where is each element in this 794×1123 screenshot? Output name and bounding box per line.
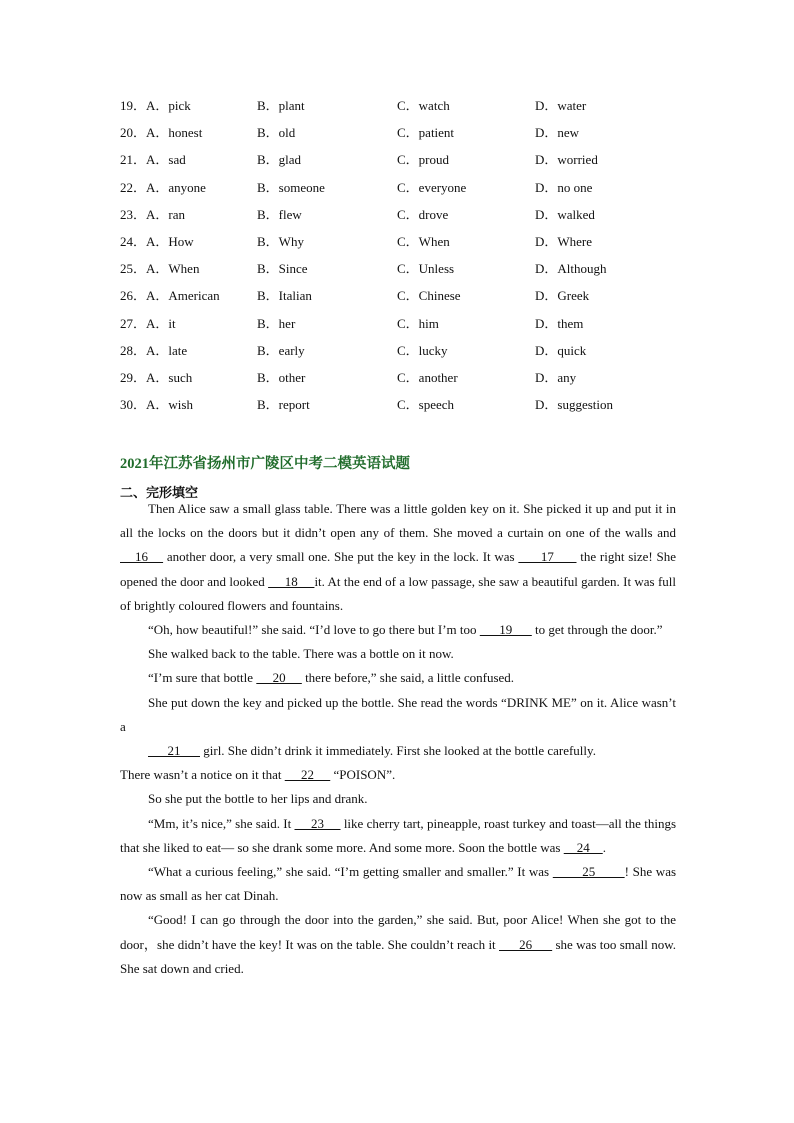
option-row (120, 337, 680, 364)
question-number: 19． (120, 98, 147, 113)
option-a: A．pick (146, 98, 191, 113)
question-number: 27． (120, 315, 147, 331)
paragraph: So she put the bottle to her lips and drank. (148, 791, 368, 807)
option-c: C．When (397, 233, 450, 249)
option-c: C．Chinese (397, 288, 461, 304)
option-d: D．Although (535, 261, 607, 277)
question-option-a (120, 282, 220, 309)
option-row (120, 310, 680, 337)
blank-19: 19 (479, 622, 532, 638)
paragraph: “Mm, it’s nice,” she said. It 23 like cherry tart, pineapple, roast turkey and toast—all the things that she liked to eat— so she drank some more. And some more. Soon the bottle was 24 . (120, 815, 677, 855)
option-d: D．no one (535, 179, 593, 195)
option-row (120, 146, 680, 173)
option-b: B．Why (257, 233, 304, 249)
option-a: A．sad (146, 152, 186, 168)
option-a: A．honest (146, 125, 203, 141)
blank-18: 18 (268, 573, 315, 589)
option-c: C．patient (397, 125, 455, 141)
question-option-a (120, 92, 191, 119)
option-d: D．water (535, 98, 587, 113)
paragraph: She put down the key and picked up the bottle. She read the words “DRINK ME” on it. Alice wasn’t a (120, 694, 676, 734)
option-b: B．other (257, 369, 306, 385)
option-b: B．plant (257, 98, 305, 113)
paragraph: There wasn’t a notice on it that 22 “POISON”. (120, 767, 396, 783)
option-c: C．proud (397, 152, 450, 168)
option-a: A．such (146, 369, 193, 385)
question-number: 29． (120, 369, 147, 385)
options-table (120, 92, 680, 418)
option-row (120, 119, 680, 146)
option-c: C．everyone (397, 179, 467, 195)
paragraph: 21 girl. She didn’t drink it immediately. First she looked at the bottle carefully. (148, 743, 596, 759)
paragraph: “Oh, how beautiful!” she said. “I’d love to go there but I’m too 19 to get through the door.” (148, 622, 663, 638)
question-option-a (120, 337, 187, 364)
question-option-a (120, 364, 192, 391)
option-a: A．it (146, 315, 176, 331)
question-option-a (120, 310, 176, 337)
option-c: C．him (397, 315, 439, 331)
option-d: D．Where (535, 233, 593, 249)
option-a: A．late (146, 342, 188, 358)
option-d: D．new (535, 125, 580, 141)
blank-26: 26 (499, 936, 553, 952)
question-number: 23． (120, 206, 147, 222)
option-row (120, 282, 680, 309)
question-option-a (120, 174, 206, 201)
question-number: 28． (120, 342, 147, 358)
option-row (120, 174, 680, 201)
option-d: D．worried (535, 152, 598, 168)
option-a: A．How (146, 233, 194, 249)
blank-16: 16 (120, 549, 164, 565)
question-option-a (120, 119, 202, 146)
option-row (120, 364, 680, 391)
option-a: A．anyone (146, 179, 206, 195)
paragraph: “Good! I can go through the door into the garden,” she said. But, poor Alice! When she got to the door，she didn’t have the key! It was on the table. She couldn’t reach it 26 she was too small now. She sat down and cried. (120, 912, 676, 976)
option-b: B．Italian (257, 288, 312, 304)
paragraph: “What a curious feeling,” she said. “I’m getting smaller and smaller.” It was 25 ! She was now as small as her cat Dinah. (120, 864, 677, 904)
option-row (120, 228, 680, 255)
paragraph: “I’m sure that bottle 20 there before,” she said, a little confused. (148, 670, 515, 686)
option-b: B．old (257, 125, 296, 141)
question-number: 24． (120, 233, 147, 249)
option-row (120, 201, 680, 228)
option-d: D．quick (535, 342, 587, 358)
question-number: 25． (120, 261, 147, 277)
paragraph: She walked back to the table. There was a bottle on it now. (148, 646, 454, 662)
option-b: B．early (257, 342, 305, 358)
question-option-a (120, 255, 199, 282)
option-a: A．ran (146, 206, 186, 222)
blank-22: 22 (284, 767, 331, 783)
blank-24: 24 (563, 839, 603, 855)
option-row (120, 92, 680, 119)
option-c: C．speech (397, 397, 455, 413)
option-c: C．another (397, 369, 458, 385)
blank-21: 21 (148, 743, 200, 759)
blank-23: 23 (294, 815, 341, 831)
question-number: 30． (120, 397, 147, 413)
option-d: D．suggestion (535, 397, 614, 413)
blank-17: 17 (518, 549, 577, 565)
blank-25: 25 (552, 864, 625, 880)
option-b: B．report (257, 397, 310, 413)
option-c: C．lucky (397, 342, 448, 358)
option-b: B．Since (257, 261, 308, 277)
question-option-a (120, 391, 193, 418)
exam-title: 2021年江苏省扬州市广陵区中考二模英语试题 (120, 456, 410, 472)
option-b: B．glad (257, 152, 302, 168)
question-number: 26． (120, 288, 147, 304)
option-d: D．them (535, 315, 584, 331)
option-c: C．drove (397, 206, 449, 222)
option-row (120, 255, 680, 282)
option-row (120, 391, 680, 418)
question-option-a (120, 228, 194, 255)
question-option-a (120, 201, 185, 228)
option-b: B．her (257, 315, 296, 331)
cloze-passage (120, 497, 676, 981)
option-c: C．watch (397, 98, 450, 113)
section-heading: 二、完形填空 (120, 485, 199, 500)
option-a: A．wish (146, 397, 193, 413)
option-c: C．Unless (397, 261, 455, 277)
question-number: 22． (120, 179, 147, 195)
question-number: 20． (120, 125, 147, 141)
option-a: A．American (146, 288, 220, 304)
option-b: B．flew (257, 206, 302, 222)
question-option-a (120, 146, 186, 173)
option-d: D．any (535, 369, 577, 385)
paragraph: Then Alice saw a small glass table. There was a little golden key on it. She picked it up and put it in all the locks on the doors but it didn’t open any of them. She moved a curtain on one of the walls and 16 another door, a very small one. She put the key in the lock. It was 17 the right size! She opened the door and looked 18 it. At the end of a low passage, she saw a beautiful garden. It was full of brightly coloured flowers and fountains. (120, 501, 677, 613)
option-d: D．Greek (535, 288, 590, 304)
blank-20: 20 (256, 670, 302, 686)
option-d: D．walked (535, 206, 595, 222)
question-number: 21． (120, 152, 147, 168)
option-b: B．someone (257, 179, 325, 195)
option-a: A．When (146, 261, 200, 277)
